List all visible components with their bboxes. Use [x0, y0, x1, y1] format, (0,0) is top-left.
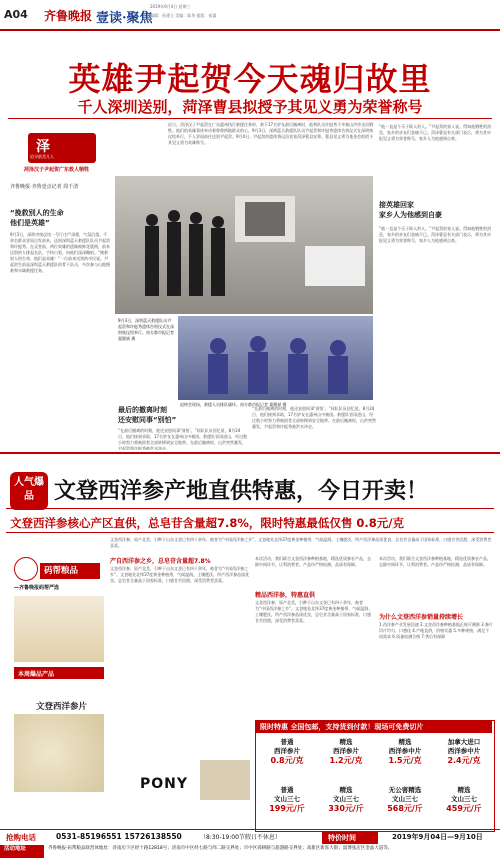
- product-package-image: [200, 760, 250, 800]
- price-cell-name: 普通: [280, 738, 294, 746]
- price-cell: [317, 738, 375, 766]
- article-column-1: 9月3日，深圳市殡仪馆一号厅庄严肃穆，气氛沉重。千余名群众冒雨自发前来，送别深圳蓝天救援队队员尹起贺和许挺秀。在灵堂前，两位英雄的遗像被鲜花簇拥，前来送别的人排起长队，手持白菊，向他们深深鞠躬。“挽救别人的生命，他们是英雄！”一位前来送别的市民说。尹起贺生前是深圳蓝天救援队的骨干队员，多次参与山地搜救和水域救援任务。: [10, 232, 110, 273]
- ad-body-3a: 本次活动，我们联合文登西洋参种植基地，精选优质参农产品，去除中间环节，让利消费者。产品经严格检测，品质有保障。: [379, 556, 491, 567]
- product-box-image: [14, 596, 104, 662]
- photo-caption-2: 追悼会现场，救援人员排队缅怀。南方都市报记者 霍健斌 摄: [180, 402, 287, 407]
- hotline-label: 抢购电话: [6, 833, 36, 842]
- headline: 英雄尹起贺今天魂归故里: [68, 60, 432, 98]
- photo-caption-1: 9月3日，深圳蓝天救援队员尹起贺和许挺秀遗体告别仪式在深圳殡仪馆举行。南方都市报记者 霍健斌 摄: [118, 318, 174, 341]
- price-cell-spec: 西洋参片: [274, 747, 300, 755]
- article-intro: 近日，菏泽汉子尹起贺在广东惠州执行救援任务时，救下17名驴友最后撤离时，他和队员许挺秀不幸被山洪冲走而牺牲。他们的英雄事迹牵动着鲁粤两地群众的心。9月3日，深圳蓝天救援队队员尹起贺和许挺秀遗体告别仪式在深圳殡仪馆举行，千人冒雨前往送别尹起贺。9月4日，尹起贺的遗体将运回老家菏泽曹县安葬。曹县见义勇为基金会拟授予其见义勇为英雄称号。: [168, 122, 374, 145]
- column-badge-sub: 追寻最美凡人: [30, 154, 54, 159]
- activity-label: 活动地址: [4, 846, 27, 852]
- ginseng-slices-image: [14, 714, 104, 792]
- sale-label: 特价时间: [328, 834, 356, 842]
- price-cell: [258, 786, 316, 814]
- price-cell-spec: 西洋参中片: [447, 747, 481, 755]
- brand-logo-text: PONY: [140, 776, 189, 792]
- price-cell-spec: 文山三七: [333, 795, 359, 803]
- hotline-hours: （8:30-19:00节假日不休息）: [200, 834, 281, 841]
- rescue-team-photo: [178, 316, 373, 400]
- pull-quote-left: “挽救别人的生命 他们是英雄”: [10, 209, 64, 227]
- article-column-3b: “他一直是个乐于助人的人。”尹起贺的家人说。得知他牺牲的消息，家乡的亲友们悲痛不已。菏泽曹县有关部门表示，将为其申报见义勇为荣誉称号，家乡人为他感到自豪。: [379, 226, 492, 243]
- price-cell-price: 459元/斤: [446, 804, 482, 813]
- price-cell-spec: 文山三七: [274, 795, 300, 803]
- article-column-2b: “在最后撤离的时刻，他还安慰同事‘别怕’。”同队队员回忆说，8月24日，他们接到求助，17名驴友在惠州山中被困。救援队冒雨进山，经过数小时努力将被困者全部转移到安全地带。在最后撤离时，山洪突然暴发，尹起贺和许挺秀被洪水冲走。: [252, 406, 376, 429]
- brand-label: 码帮粮品: [44, 566, 79, 576]
- hotline-number[interactable]: 0531-85196551 15726138550: [56, 832, 182, 841]
- price-cell-name: 精选: [339, 786, 353, 794]
- column-badge-text: 泽: [36, 139, 50, 155]
- brand-logo-icon: [14, 557, 38, 581]
- ad-divider: [0, 452, 500, 454]
- price-cell-price: 568元/斤: [387, 804, 423, 813]
- price-cell-spec: 西洋参片: [333, 747, 359, 755]
- price-cell-name: 普通: [280, 786, 294, 794]
- ad-subline: 文登西洋参核心产区直供，总皂苷含量超7.8%，限时特惠最低仅售 0.8元/克: [10, 516, 404, 530]
- ad-subline-rule: [6, 532, 494, 533]
- price-cell-spec: 西洋参中片: [388, 747, 422, 755]
- article-column-2: “在最后撤离的时刻，他还安慰同事‘别怕’。”同队队员回忆说，8月24日，他们接到求助，17名驴友在惠州山中被困。救援队冒雨进山，经过数小时努力将被困者全部转移到安全地带。在最后撤离时，山洪突然暴发，尹起贺和许挺秀被洪水冲走。: [118, 428, 248, 450]
- price-table-header: 限时特惠 全国包邮，支持货到付款！现场可免费切片: [260, 723, 424, 731]
- brand-sub: —齐鲁晚报码帮严选: [14, 585, 60, 591]
- ad-body-2a: 本次活动，我们联合文登西洋参种植基地，精选优质参农产品，去除中间环节，让利消费者。产品经严格检测，品质有保障。: [255, 556, 371, 567]
- ad-section-title-3: 为什么文登西洋参销量持续增长: [379, 614, 464, 621]
- price-cell-name: 精选: [398, 738, 412, 746]
- ad-body-1: 文登西洋参，原产北美，引种于山东文登已有四十余年，被誉为“中国西洋参之乡”。文登地处北纬37度黄金种植带，气候温润、土壤肥沃，所产西洋参品质优良，总皂苷含量高于国家标准，口感甘苦回甜，深受消费者喜爱。: [110, 566, 250, 583]
- activity-address: 齐鲁晚报·码帮粮品联营体地址：济南历下区经十路12818号；济南市中区经七路与纬二路交界处；市中区舜耕路与旅游路交界处；高新区新泺大街；淄博张店区金晶大道等。: [48, 846, 393, 851]
- price-cell-name: 无公害精选: [388, 786, 422, 794]
- price-cell-price: 0.8元/克: [270, 756, 304, 765]
- price-cell: [376, 738, 434, 766]
- rescue-team-figures: [178, 316, 373, 400]
- section-title: 壹读·聚焦: [96, 11, 153, 26]
- sale-date: 2019年9月04日—9月10日: [392, 833, 483, 841]
- price-cell-spec: 文山三七: [392, 795, 418, 803]
- product-tag: 本周爆品产品: [18, 671, 55, 678]
- price-cell-name: 精选: [339, 738, 353, 746]
- header-divider: [0, 29, 500, 31]
- ad-headline: 文登西洋参产地直供特惠，今日开卖！: [54, 479, 429, 504]
- newspaper-brand: 齐鲁晚报: [44, 9, 93, 23]
- price-cell-price: 2.4元/克: [447, 756, 481, 765]
- price-cell-name: 精选: [457, 786, 471, 794]
- price-cell-name: 加拿大进口: [447, 738, 481, 746]
- price-cell-price: 1.5元/克: [388, 756, 422, 765]
- price-cell: [376, 786, 434, 814]
- subheadline: 千人深圳送别，菏泽曹县拟授予其见义勇为荣誉称号: [77, 98, 423, 116]
- ad-intro-text: 文登西洋参，原产北美，引种于山东文登已有四十余年，被誉为“中国西洋参之乡”。文登地处北纬37度黄金种植带，气候温润、土壤肥沃，所产西洋参品质优良，总皂苷含量高于国家标准，口感甘苦回甜，深受消费者喜爱。: [110, 537, 492, 548]
- price-cell-price: 199元/斤: [269, 804, 305, 813]
- price-table: [255, 720, 495, 832]
- ad-section-title-2: 精品西洋参，特惠直供: [255, 592, 316, 599]
- price-cell: [435, 786, 493, 814]
- ad-section-title-1: 产自西洋参之乡，总皂苷含量超7.8%: [110, 558, 211, 565]
- editors-line: 编辑：孙建立 美编：陈华 组版：侯潇: [150, 13, 217, 18]
- column-caption: 菏泽汉子尹起贺广东救人牺牲: [24, 167, 90, 173]
- pull-quote-mid: 最后的撤离时刻 还安慰同事“别怕”: [118, 406, 177, 424]
- price-cell-price: 330元/斤: [328, 804, 364, 813]
- ad-body-3: 1.西洋参产业发展迅速 2.文登西洋参种植基地正规可溯源 3.参片切片均匀，口感佳 4.产地直供，价格实惠 5.多种规格，满足不同需求 6.质量检测合格 7.售后有保障: [379, 622, 493, 639]
- price-cell: [317, 786, 375, 814]
- author-line: 齐鲁晚报·齐鲁壹点记者 周千清: [10, 184, 79, 190]
- date-line: 2019年9月4日 星期三: [150, 4, 191, 9]
- price-cell-spec: 文山三七: [451, 795, 477, 803]
- ad-tag-text: 人气爆品: [14, 477, 44, 502]
- headline-divider: [8, 118, 492, 119]
- page-number: A04: [4, 8, 28, 21]
- price-cell-price: 1.2元/克: [329, 756, 363, 765]
- memorial-photo-figures: [115, 176, 373, 314]
- ad-body-2: 文登西洋参，原产北美，引种于山东文登已有四十余年，被誉为“中国西洋参之乡”。文登地处北纬37度黄金种植带，气候温润、土壤肥沃，所产西洋参品质优良，总皂苷含量高于国家标准，口感甘苦回甜，深受消费者喜爱。: [255, 600, 373, 623]
- memorial-photo: [115, 176, 373, 314]
- article-column-3a: “他一直是个乐于助人的人。”尹起贺的家人说。得知他牺牲的消息，家乡的亲友们悲痛不已。菏泽曹县有关部门表示，将为其申报见义勇为荣誉称号，家乡人为他感到自豪。: [379, 124, 492, 141]
- price-cell: [258, 738, 316, 766]
- footer-divider: [0, 829, 500, 830]
- pull-quote-right: 接英雄回家 家乡人为他感到自豪: [379, 201, 442, 219]
- product-name: 文登西洋参片: [36, 702, 88, 712]
- ad-headline-rule: [6, 508, 494, 509]
- price-cell: [435, 738, 493, 766]
